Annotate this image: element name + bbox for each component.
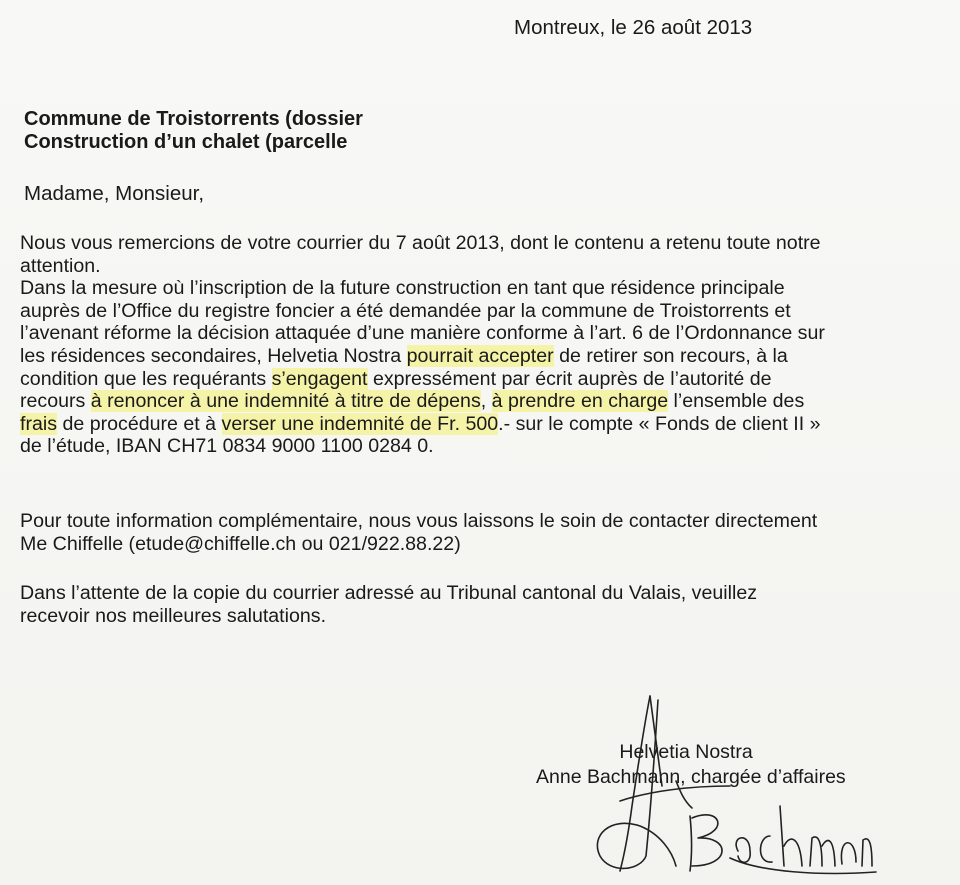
signature-stroke (730, 858, 876, 873)
signature-organization: Helvetia Nostra (619, 741, 753, 763)
text-segment: , (480, 390, 492, 413)
para1-line (20, 368, 920, 391)
subject-line-1: Commune de Troistorrents (dossier (24, 108, 363, 130)
para1-line: Dans la mesure où l’inscription de la future construction en tant que résidence principale (20, 277, 785, 300)
text-segment: de procédure et à (57, 412, 222, 435)
para1-line (20, 345, 920, 368)
signature-stroke (736, 838, 750, 863)
salutation: Madame, Monsieur, (24, 182, 205, 205)
highlight-prendre-en-charge: à prendre en charge (491, 390, 669, 413)
text-segment: les résidences secondaires, Helvetia Nostra (20, 344, 407, 367)
text-segment: de retirer son recours, à la (553, 344, 788, 367)
para3-line: Dans l’attente de la copie du courrier adressé au Tribunal cantonal du Valais, veuillez (20, 582, 758, 604)
subject-line-2: Construction d’un chalet (parcelle (24, 131, 348, 153)
text-segment: recours (20, 390, 91, 413)
text-segment: condition que les requérants (20, 367, 272, 390)
para1-line: Nous vous remercions de votre courrier du 7 août 2013, dont le contenu a retenu toute notre (20, 232, 821, 254)
para1-line: auprès de l’Office du registre foncier a été demandée par la commune de Troistorrents et (20, 299, 791, 322)
text-segment: expressément par écrit auprès de l’autorité de (367, 367, 772, 390)
highlight-frais: frais (20, 412, 58, 435)
text-segment: .- sur le compte « Fonds de client II » (498, 412, 821, 435)
signature-stroke (780, 806, 802, 866)
highlight-verser-indemnite: verser une indemnité de Fr. 500 (221, 412, 499, 435)
para1-line: de l’étude, IBAN CH71 0834 9000 1100 0284 0. (20, 435, 434, 458)
para2-line: Pour toute information complémentaire, nous vous laissons le soin de contacter directement (20, 510, 818, 532)
paragraph-main (20, 232, 920, 458)
paragraph-closing (20, 582, 920, 627)
subject-block (24, 108, 363, 154)
place-date: Montreux, le 26 août 2013 (514, 16, 753, 39)
signature-stroke (690, 816, 692, 871)
text-segment: l’ensemble des (668, 390, 805, 413)
para1-line (20, 413, 920, 436)
para3-line: recevoir nos meilleures salutations. (20, 604, 327, 627)
para1-line: attention. (20, 254, 101, 277)
signature-stroke (810, 837, 835, 866)
signature-name: Anne Bachmann, chargée d’affaires (536, 766, 846, 788)
paragraph-contact (20, 510, 920, 555)
signature-block (536, 740, 846, 790)
para1-line (20, 390, 920, 413)
highlight-renoncer: à renoncer à une indemnité à titre de dépens (90, 390, 481, 413)
highlight-s-engagent: s’engagent (271, 367, 368, 390)
para2-line: Me Chiffelle (etude@chiffelle.ch ou 021/922.88.22) (20, 532, 461, 555)
signature-stroke (692, 815, 722, 866)
para1-line: l’avenant réforme la décision attaquée d’une manière conforme à l’art. 6 de l’Ordonnance sur (20, 322, 825, 345)
signature-stroke (841, 843, 856, 864)
highlight-pourrait-accepter: pourrait accepter (406, 344, 554, 367)
signature-stroke (862, 839, 872, 866)
signature-stroke (761, 836, 773, 862)
